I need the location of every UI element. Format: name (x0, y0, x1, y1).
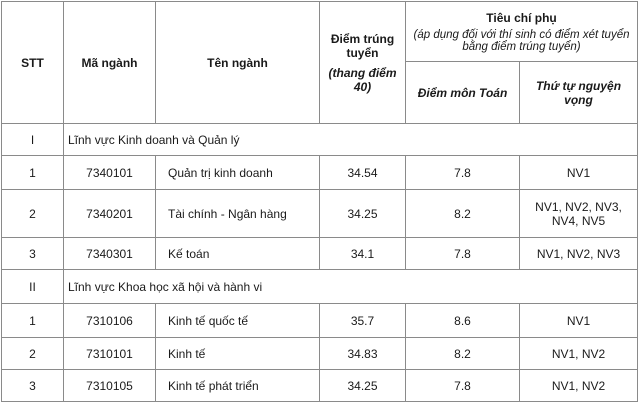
cell-diem: 35.7 (320, 304, 406, 338)
cell-diem-toan: 7.8 (406, 156, 520, 190)
cell-nguyen-vong: NV1, NV2 (520, 370, 638, 402)
cell-diem: 34.83 (320, 338, 406, 370)
cell-diem-toan: 7.8 (406, 238, 520, 270)
table-row (2, 338, 638, 370)
col-header-diem-mon-toan: Điểm môn Toán (406, 62, 520, 124)
cell-ma-nganh: 7310105 (64, 370, 156, 402)
table-row (2, 190, 638, 238)
cell-diem-toan: 8.2 (406, 190, 520, 238)
cell-ma-nganh: 7340301 (64, 238, 156, 270)
cell-diem: 34.25 (320, 190, 406, 238)
section-title: Lĩnh vực Kinh doanh và Quản lý (64, 124, 638, 156)
col-header-thu-tu-nguyen-vong: Thứ tự nguyện vọng (520, 62, 638, 124)
col-header-ma-nganh: Mã ngành (64, 2, 156, 124)
cell-ma-nganh: 7310101 (64, 338, 156, 370)
cell-diem-toan: 8.6 (406, 304, 520, 338)
section-title: Lĩnh vực Khoa học xã hội và hành vi (64, 270, 638, 304)
cell-diem-toan: 8.2 (406, 338, 520, 370)
cell-ten-nganh: Kế toán (156, 238, 320, 270)
cell-ma-nganh: 7310106 (64, 304, 156, 338)
table-row (2, 304, 638, 338)
cell-ten-nganh: Kinh tế phát triển (156, 370, 320, 402)
thang-diem-label: (thang điểm 40) (328, 65, 397, 94)
cell-diem: 34.54 (320, 156, 406, 190)
cell-stt: 1 (2, 304, 64, 338)
cell-ten-nganh: Tài chính - Ngân hàng (156, 190, 320, 238)
col-header-stt: STT (2, 2, 64, 124)
table-row (2, 370, 638, 402)
cell-diem: 34.25 (320, 370, 406, 402)
section-index: I (2, 124, 64, 156)
tieu-chi-phu-label: Tiêu chí phụ (486, 10, 557, 25)
table-row (2, 238, 638, 270)
admission-score-table (1, 1, 638, 402)
cell-ten-nganh: Quản trị kinh doanh (156, 156, 320, 190)
cell-diem-toan: 7.8 (406, 370, 520, 402)
cell-stt: 3 (2, 238, 64, 270)
section-row (2, 270, 638, 304)
tieu-chi-phu-note: (áp dụng đối với thí sinh có điểm xét tuyển bằng điểm trúng tuyển) (413, 28, 630, 53)
cell-stt: 3 (2, 370, 64, 402)
diem-trung-tuyen-label: Điểm trúng tuyển (330, 31, 395, 60)
cell-ma-nganh: 7340201 (64, 190, 156, 238)
cell-ma-nganh: 7340101 (64, 156, 156, 190)
cell-stt: 1 (2, 156, 64, 190)
col-header-tieu-chi-phu (406, 2, 638, 62)
cell-nguyen-vong: NV1 (520, 156, 638, 190)
cell-stt: 2 (2, 338, 64, 370)
section-row (2, 124, 638, 156)
col-header-diem-trung-tuyen (320, 2, 406, 124)
section-index: II (2, 270, 64, 304)
col-header-ten-nganh: Tên ngành (156, 2, 320, 124)
cell-ten-nganh: Kinh tế (156, 338, 320, 370)
cell-ten-nganh: Kinh tế quốc tế (156, 304, 320, 338)
table-row (2, 156, 638, 190)
cell-nguyen-vong: NV1, NV2 (520, 338, 638, 370)
cell-stt: 2 (2, 190, 64, 238)
cell-nguyen-vong: NV1, NV2, NV3, NV4, NV5 (520, 190, 638, 238)
cell-diem: 34.1 (320, 238, 406, 270)
cell-nguyen-vong: NV1, NV2, NV3 (520, 238, 638, 270)
cell-nguyen-vong: NV1 (520, 304, 638, 338)
